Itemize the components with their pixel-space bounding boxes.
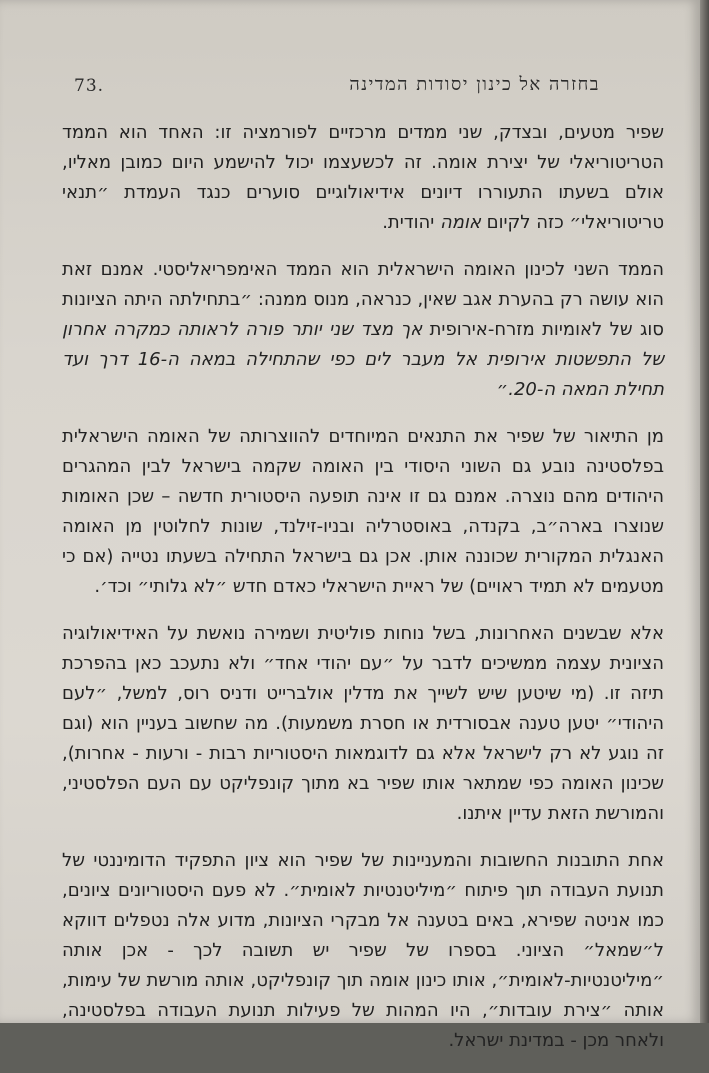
- paragraph-2: [62, 255, 664, 405]
- paragraph-1-text-end: יהודית.: [382, 212, 441, 233]
- paragraph-4-text: אלא שבשנים האחרונות, בשל נוחות פוליטית ושמירה נואשת על האידיאולוגיה הציונית עצמה ממשיכים לדבר על ״עם יהודי אחד״ ולא נתעכב כאן בהפרכת תיזה זו. (מי שיטען שיש לשייך את מדלין אולברייט ודניס רוס, למשל, ״לעם היהודי״ יטען טענה אבסורדית או חסרת משמעות). מה שחשוב בעניין הוא (וגם זה נוגע לא רק לישראל אלא גם לדוגמאות היסטוריות רבות - ורעות - אחרות), שכינון האומה כפי שמתאר אותו שפיר בא מתוך קונפליקט עם העם הפלסטיני, והמורשת הזאת עדיין איתנו.: [62, 623, 664, 824]
- paragraph-2-text: הממד השני לכינון האומה הישראלית הוא הממד האימפריאליסטי. אמנם זאת הוא עושה רק בהערת אגב שאין, כנראה, מנוס ממנה: ״בתחילתה היתה הציונות סוג של לאומיות מזרח-אירופית: [62, 259, 664, 340]
- paragraph-1-text: שפיר מטעים, ובצדק, שני ממדים מרכזיים לפורמציה זו: האחד הוא הממד הטריטוריאלי של יצירת אומה. זה לכשעצמו יכול להישמע היום כמובן מאליו, אולם בשעתו התעוררו דיונים אידיאולוגיים סוערים כנגד העמדת ״תנאי טריטוריאלי״ כזה לקיום: [62, 122, 664, 233]
- paragraph-4: [62, 619, 664, 829]
- book-title: בחזרה אל כינון יסודות המדינה: [349, 74, 600, 95]
- running-head: [60, 62, 660, 96]
- paragraph-1: [62, 118, 664, 238]
- page-number: 73.: [74, 76, 105, 96]
- paragraph-5-text: אחת התובנות החשובות והמעניינות של שפיר הוא ציון התפקיד הדומיננטי של תנועת העבודה תוך פיתוח ״מיליטנטיות לאומית״. לא פעם היסטוריונים ציונים, כמו אניטה שפירא, באים בטענה אל מבקרי הציונות, מדוע אלה נטפלים דווקא ל״שמאל״ הציוני. בספרו של שפיר יש תשובה לכך - אכן אותה ״מיליטנטיות-לאומית״, אותו כינון אומה תוך קונפליקט, אותה מורשת של עימות, אותה ״צירת עובדות״, היו המהות של פעילות תנועת העבודה בפלסטינה, ולאחר מכן - במדינת ישראל.: [62, 850, 664, 1051]
- paragraph-5: [62, 846, 664, 1056]
- paragraph-1-italic-term: אומה: [440, 212, 481, 233]
- paragraph-3-text: מן התיאור של שפיר את התנאים המיוחדים להווצרותה של האומה הישראלית בפלסטינה נובע גם השוני היסודי בין האומה שקמה בישראל לבין המהגרים היהודים מהם נוצרה. אמנם גם זו אינה תופעה היסטורית חדשה – שכן האומות שנוצרו בארה״ב, בקנדה, באוסטרליה ובניו-זילנד, שונות לחלוטין מן האומה האנגלית המקורית שכוננה אותן. אכן גם בישראל התחילה בשעתו נטייה (אם כי מטעמים לא תמיד ראויים) של ראיית הישראלי כאדם חדש ״לא גלותי״ וכד׳.: [62, 426, 664, 597]
- paragraph-3: [62, 422, 664, 602]
- body-text: [62, 118, 664, 1073]
- paragraph-2-italic-quote: אך מצד שני יותר פורה לראותה כמקרה אחרון של התפשטות אירופית אל מעבר לים כפי שהתחילה במאה ה-16 דרך ועד תחילת המאה ה-20.: [62, 319, 664, 400]
- page-edge: [700, 0, 709, 1023]
- paragraph-2-text-end: ״: [496, 379, 509, 400]
